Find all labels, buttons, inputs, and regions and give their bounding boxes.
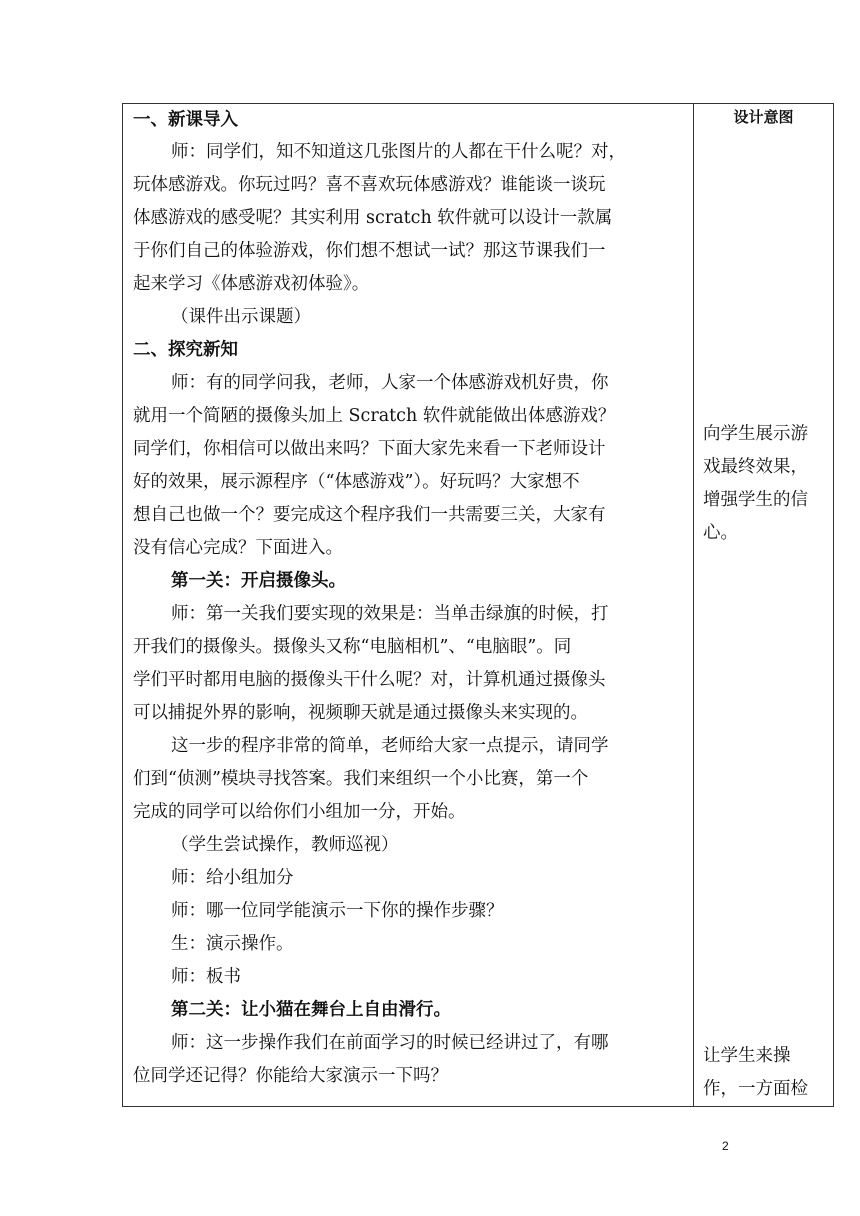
lesson-table bbox=[122, 103, 834, 1107]
text-line: 没有信心完成？下面进入。 bbox=[133, 538, 343, 558]
text-line: 师：有的同学问我，老师，人家一个体感游戏机好贵，你 bbox=[171, 373, 609, 393]
text-line: 玩体感游戏。你玩过吗？喜不喜欢玩体感游戏？谁能谈一谈玩 bbox=[133, 175, 606, 195]
text-line: 就用一个简陋的摄像头加上 Scratch 软件就能做出体感游戏？ bbox=[133, 406, 616, 426]
intent-line: 心。 bbox=[703, 523, 738, 543]
note-line: （学生尝试操作，教师巡视） bbox=[171, 835, 399, 855]
note-line: （课件出示课题） bbox=[171, 307, 311, 327]
text-line: 想自己也做一个？要完成这个程序我们一共需要三关，大家有 bbox=[133, 505, 606, 525]
text-line: 完成的同学可以给你们小组加一分，开始。 bbox=[133, 802, 466, 822]
text-line: 可以捕捉外界的影响，视频聊天就是通过摄像头来实现的。 bbox=[133, 703, 588, 723]
intent-line: 增强学生的信 bbox=[703, 490, 808, 510]
text-line: 师：同学们，知不知道这几张图片的人都在干什么呢？对， bbox=[171, 142, 626, 162]
level1-title: 第一关：开启摄像头。 bbox=[171, 571, 346, 591]
dialogue-line: 生：演示操作。 bbox=[171, 934, 294, 954]
column-divider bbox=[693, 104, 694, 1106]
section-title-explore: 二、探究新知 bbox=[133, 340, 238, 360]
intent-line: 作，一方面检 bbox=[703, 1079, 808, 1099]
design-intent-header: 设计意图 bbox=[733, 108, 794, 126]
intent-line: 向学生展示游 bbox=[703, 424, 808, 444]
intent-line: 戏最终效果， bbox=[703, 457, 808, 477]
dialogue-line: 师：板书 bbox=[171, 967, 241, 987]
intent-line: 让学生来操 bbox=[703, 1046, 791, 1066]
text-line: 们到“侦测”模块寻找答案。我们来组织一个小比赛，第一个 bbox=[133, 769, 589, 789]
section-title-intro: 一、新课导入 bbox=[133, 110, 238, 130]
text-line: 这一步的程序非常的简单，老师给大家一点提示，请同学 bbox=[171, 736, 609, 756]
text-line: 体感游戏的感受呢？其实利用 scratch 软件就可以设计一款属 bbox=[133, 208, 613, 228]
text-line: 好的效果，展示源程序（“体感游戏”）。好玩吗？大家想不 bbox=[133, 472, 580, 492]
text-line: 位同学还记得？你能给大家演示一下吗？ bbox=[133, 1066, 448, 1086]
text-line: 师：这一步操作我们在前面学习的时候已经讲过了，有哪 bbox=[171, 1033, 609, 1053]
dialogue-line: 师：哪一位同学能演示一下你的操作步骤？ bbox=[171, 901, 504, 921]
text-line: 学们平时都用电脑的摄像头干什么呢？对，计算机通过摄像头 bbox=[133, 670, 606, 690]
text-line: 开我们的摄像头。摄像头又称“电脑相机”、“电脑眼”。同 bbox=[133, 637, 572, 657]
dialogue-line: 师：给小组加分 bbox=[171, 868, 294, 888]
page-number: 2 bbox=[722, 1139, 729, 1153]
text-line: 于你们自己的体验游戏，你们想不想试一试？那这节课我们一 bbox=[133, 241, 606, 261]
text-line: 师：第一关我们要实现的效果是：当单击绿旗的时候，打 bbox=[171, 604, 609, 624]
text-line: 起来学习《体感游戏初体验》。 bbox=[133, 274, 370, 294]
level2-title: 第二关：让小猫在舞台上自由滑行。 bbox=[171, 1000, 451, 1020]
text-line: 同学们，你相信可以做出来吗？下面大家先来看一下老师设计 bbox=[133, 439, 606, 459]
